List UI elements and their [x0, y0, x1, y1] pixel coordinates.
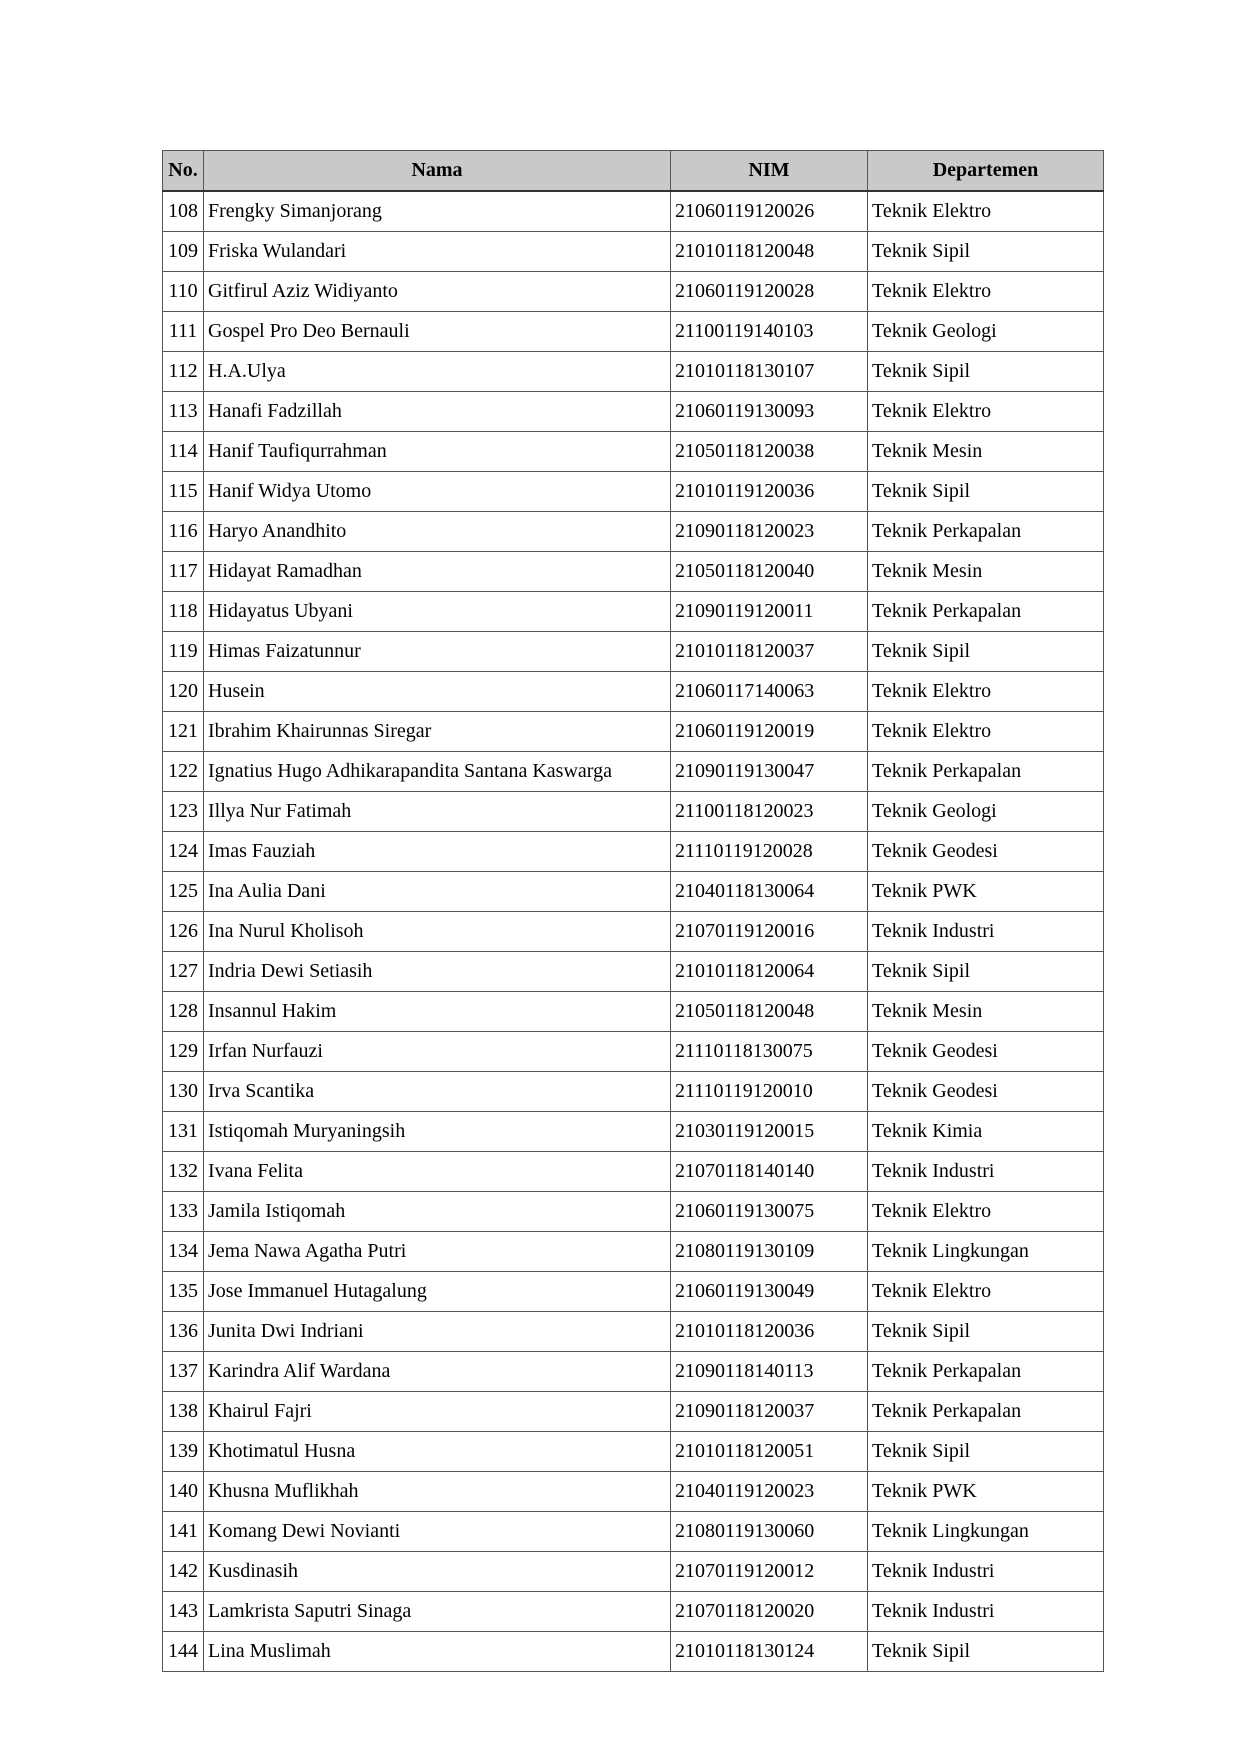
cell-no: 115	[163, 472, 204, 512]
table-row	[163, 1472, 1104, 1512]
table-row	[163, 1592, 1104, 1632]
cell-nim: 21050118120040	[671, 552, 868, 592]
cell-nama: Khairul Fajri	[204, 1392, 671, 1432]
cell-departemen: Teknik Sipil	[868, 352, 1104, 392]
cell-departemen: Teknik Industri	[868, 1552, 1104, 1592]
cell-departemen: Teknik Sipil	[868, 232, 1104, 272]
table-row	[163, 1192, 1104, 1232]
cell-nim: 21010118120064	[671, 952, 868, 992]
cell-no: 120	[163, 672, 204, 712]
cell-departemen: Teknik Kimia	[868, 1112, 1104, 1152]
cell-nama: Insannul Hakim	[204, 992, 671, 1032]
cell-nim: 21070119120012	[671, 1552, 868, 1592]
cell-no: 109	[163, 232, 204, 272]
table-header	[163, 151, 1104, 192]
table-row	[163, 312, 1104, 352]
table-row	[163, 512, 1104, 552]
cell-nim: 21010118130124	[671, 1632, 868, 1672]
cell-nama: Ina Nurul Kholisoh	[204, 912, 671, 952]
cell-nama: Indria Dewi Setiasih	[204, 952, 671, 992]
cell-nama: Hanif Widya Utomo	[204, 472, 671, 512]
cell-nim: 21070118120020	[671, 1592, 868, 1632]
student-table	[162, 150, 1104, 1672]
table-row	[163, 1552, 1104, 1592]
cell-nim: 21060119130049	[671, 1272, 868, 1312]
cell-no: 137	[163, 1352, 204, 1392]
cell-nim: 21070118140140	[671, 1152, 868, 1192]
cell-no: 124	[163, 832, 204, 872]
cell-nim: 21090119130047	[671, 752, 868, 792]
cell-departemen: Teknik Geologi	[868, 312, 1104, 352]
cell-no: 122	[163, 752, 204, 792]
cell-departemen: Teknik Mesin	[868, 432, 1104, 472]
cell-departemen: Teknik Elektro	[868, 712, 1104, 752]
cell-nim: 21090118120037	[671, 1392, 868, 1432]
table-row	[163, 352, 1104, 392]
cell-departemen: Teknik PWK	[868, 872, 1104, 912]
cell-nim: 21010118120051	[671, 1432, 868, 1472]
table-row	[163, 872, 1104, 912]
table-row	[163, 792, 1104, 832]
cell-departemen: Teknik Mesin	[868, 992, 1104, 1032]
cell-no: 127	[163, 952, 204, 992]
cell-departemen: Teknik Geologi	[868, 792, 1104, 832]
cell-nama: Ibrahim Khairunnas Siregar	[204, 712, 671, 752]
table-row	[163, 1232, 1104, 1272]
cell-departemen: Teknik Mesin	[868, 552, 1104, 592]
cell-departemen: Teknik Elektro	[868, 272, 1104, 312]
cell-departemen: Teknik Sipil	[868, 472, 1104, 512]
cell-no: 111	[163, 312, 204, 352]
cell-nama: Hidayatus Ubyani	[204, 592, 671, 632]
cell-nim: 21010118120048	[671, 232, 868, 272]
table-row	[163, 1512, 1104, 1552]
cell-departemen: Teknik Sipil	[868, 1632, 1104, 1672]
table-row	[163, 232, 1104, 272]
table-row	[163, 1032, 1104, 1072]
table-row	[163, 672, 1104, 712]
cell-nama: Husein	[204, 672, 671, 712]
cell-nim: 21010118130107	[671, 352, 868, 392]
cell-nama: Irva Scantika	[204, 1072, 671, 1112]
cell-nim: 21090118120023	[671, 512, 868, 552]
cell-departemen: Teknik Lingkungan	[868, 1512, 1104, 1552]
cell-nim: 21010119120036	[671, 472, 868, 512]
cell-departemen: Teknik Perkapalan	[868, 592, 1104, 632]
cell-no: 128	[163, 992, 204, 1032]
cell-nim: 21060119120019	[671, 712, 868, 752]
cell-departemen: Teknik Perkapalan	[868, 512, 1104, 552]
cell-no: 125	[163, 872, 204, 912]
cell-nim: 21060119130093	[671, 392, 868, 432]
header-row	[163, 151, 1104, 192]
cell-no: 134	[163, 1232, 204, 1272]
cell-departemen: Teknik Lingkungan	[868, 1232, 1104, 1272]
cell-nama: Ina Aulia Dani	[204, 872, 671, 912]
cell-nama: Himas Faizatunnur	[204, 632, 671, 672]
cell-nim: 21060117140063	[671, 672, 868, 712]
cell-departemen: Teknik PWK	[868, 1472, 1104, 1512]
cell-departemen: Teknik Perkapalan	[868, 1392, 1104, 1432]
cell-no: 142	[163, 1552, 204, 1592]
table-row	[163, 1392, 1104, 1432]
table-row	[163, 832, 1104, 872]
cell-nim: 21040119120023	[671, 1472, 868, 1512]
cell-nama: Ignatius Hugo Adhikarapandita Santana Kaswarga	[204, 752, 671, 792]
table-row	[163, 632, 1104, 672]
table-row	[163, 552, 1104, 592]
cell-nama: Frengky Simanjorang	[204, 191, 671, 232]
table-body	[163, 191, 1104, 1672]
table-row	[163, 1112, 1104, 1152]
cell-nama: Kusdinasih	[204, 1552, 671, 1592]
cell-departemen: Teknik Industri	[868, 1152, 1104, 1192]
table-row	[163, 1072, 1104, 1112]
header-nama: Nama	[204, 151, 671, 192]
cell-nama: Imas Fauziah	[204, 832, 671, 872]
table-row	[163, 1352, 1104, 1392]
cell-nim: 21050118120048	[671, 992, 868, 1032]
cell-nim: 21010118120036	[671, 1312, 868, 1352]
table-row	[163, 1632, 1104, 1672]
cell-no: 114	[163, 432, 204, 472]
cell-no: 116	[163, 512, 204, 552]
table-row	[163, 272, 1104, 312]
cell-nim: 21070119120016	[671, 912, 868, 952]
cell-no: 121	[163, 712, 204, 752]
cell-nim: 21010118120037	[671, 632, 868, 672]
table-row	[163, 432, 1104, 472]
cell-nama: Khotimatul Husna	[204, 1432, 671, 1472]
table-row	[163, 752, 1104, 792]
cell-no: 112	[163, 352, 204, 392]
cell-nim: 21110118130075	[671, 1032, 868, 1072]
table-row	[163, 592, 1104, 632]
cell-departemen: Teknik Perkapalan	[868, 1352, 1104, 1392]
cell-no: 110	[163, 272, 204, 312]
cell-no: 119	[163, 632, 204, 672]
table-row	[163, 472, 1104, 512]
cell-no: 129	[163, 1032, 204, 1072]
cell-departemen: Teknik Sipil	[868, 952, 1104, 992]
cell-nama: Jema Nawa Agatha Putri	[204, 1232, 671, 1272]
cell-no: 126	[163, 912, 204, 952]
table-row	[163, 952, 1104, 992]
cell-nim: 21100118120023	[671, 792, 868, 832]
cell-departemen: Teknik Elektro	[868, 1192, 1104, 1232]
table-row	[163, 912, 1104, 952]
cell-departemen: Teknik Elektro	[868, 191, 1104, 232]
cell-nama: Irfan Nurfauzi	[204, 1032, 671, 1072]
cell-nim: 21100119140103	[671, 312, 868, 352]
cell-nama: Illya Nur Fatimah	[204, 792, 671, 832]
cell-nim: 21040118130064	[671, 872, 868, 912]
cell-nama: Hidayat Ramadhan	[204, 552, 671, 592]
cell-departemen: Teknik Sipil	[868, 632, 1104, 672]
cell-nim: 21060119120028	[671, 272, 868, 312]
cell-no: 123	[163, 792, 204, 832]
cell-departemen: Teknik Industri	[868, 912, 1104, 952]
cell-nim: 21090118140113	[671, 1352, 868, 1392]
cell-nim: 21080119130109	[671, 1232, 868, 1272]
cell-nama: Khusna Muflikhah	[204, 1472, 671, 1512]
cell-nama: H.A.Ulya	[204, 352, 671, 392]
cell-nama: Istiqomah Muryaningsih	[204, 1112, 671, 1152]
cell-departemen: Teknik Elektro	[868, 672, 1104, 712]
cell-departemen: Teknik Geodesi	[868, 832, 1104, 872]
cell-nama: Junita Dwi Indriani	[204, 1312, 671, 1352]
cell-nama: Jose Immanuel Hutagalung	[204, 1272, 671, 1312]
cell-no: 113	[163, 392, 204, 432]
cell-nama: Lamkrista Saputri Sinaga	[204, 1592, 671, 1632]
cell-no: 144	[163, 1632, 204, 1672]
cell-departemen: Teknik Perkapalan	[868, 752, 1104, 792]
header-departemen: Departemen	[868, 151, 1104, 192]
cell-departemen: Teknik Industri	[868, 1592, 1104, 1632]
cell-nama: Hanafi Fadzillah	[204, 392, 671, 432]
cell-nama: Jamila Istiqomah	[204, 1192, 671, 1232]
cell-no: 138	[163, 1392, 204, 1432]
cell-nama: Komang Dewi Novianti	[204, 1512, 671, 1552]
cell-no: 140	[163, 1472, 204, 1512]
cell-nim: 21080119130060	[671, 1512, 868, 1552]
table-row	[163, 392, 1104, 432]
cell-no: 130	[163, 1072, 204, 1112]
cell-departemen: Teknik Geodesi	[868, 1072, 1104, 1112]
cell-no: 117	[163, 552, 204, 592]
cell-nama: Gitfirul Aziz Widiyanto	[204, 272, 671, 312]
header-nim: NIM	[671, 151, 868, 192]
cell-nim: 21110119120028	[671, 832, 868, 872]
table-row	[163, 1272, 1104, 1312]
cell-departemen: Teknik Elektro	[868, 392, 1104, 432]
cell-no: 108	[163, 191, 204, 232]
cell-no: 135	[163, 1272, 204, 1312]
table-row	[163, 1312, 1104, 1352]
cell-nama: Gospel Pro Deo Bernauli	[204, 312, 671, 352]
cell-no: 141	[163, 1512, 204, 1552]
cell-no: 143	[163, 1592, 204, 1632]
cell-nim: 21050118120038	[671, 432, 868, 472]
cell-nim: 21060119120026	[671, 191, 868, 232]
cell-departemen: Teknik Sipil	[868, 1312, 1104, 1352]
cell-no: 133	[163, 1192, 204, 1232]
cell-nama: Haryo Anandhito	[204, 512, 671, 552]
cell-nim: 21090119120011	[671, 592, 868, 632]
cell-nama: Karindra Alif Wardana	[204, 1352, 671, 1392]
table-row	[163, 1432, 1104, 1472]
cell-nama: Friska Wulandari	[204, 232, 671, 272]
cell-nim: 21110119120010	[671, 1072, 868, 1112]
cell-nim: 21060119130075	[671, 1192, 868, 1232]
cell-departemen: Teknik Sipil	[868, 1432, 1104, 1472]
cell-no: 132	[163, 1152, 204, 1192]
table-row	[163, 992, 1104, 1032]
cell-departemen: Teknik Geodesi	[868, 1032, 1104, 1072]
cell-no: 118	[163, 592, 204, 632]
cell-nama: Hanif Taufiqurrahman	[204, 432, 671, 472]
cell-no: 136	[163, 1312, 204, 1352]
table-row	[163, 712, 1104, 752]
cell-nama: Lina Muslimah	[204, 1632, 671, 1672]
header-no: No.	[163, 151, 204, 192]
cell-no: 131	[163, 1112, 204, 1152]
cell-nama: Ivana Felita	[204, 1152, 671, 1192]
cell-departemen: Teknik Elektro	[868, 1272, 1104, 1312]
cell-nim: 21030119120015	[671, 1112, 868, 1152]
table-row	[163, 1152, 1104, 1192]
table-row	[163, 191, 1104, 232]
cell-no: 139	[163, 1432, 204, 1472]
